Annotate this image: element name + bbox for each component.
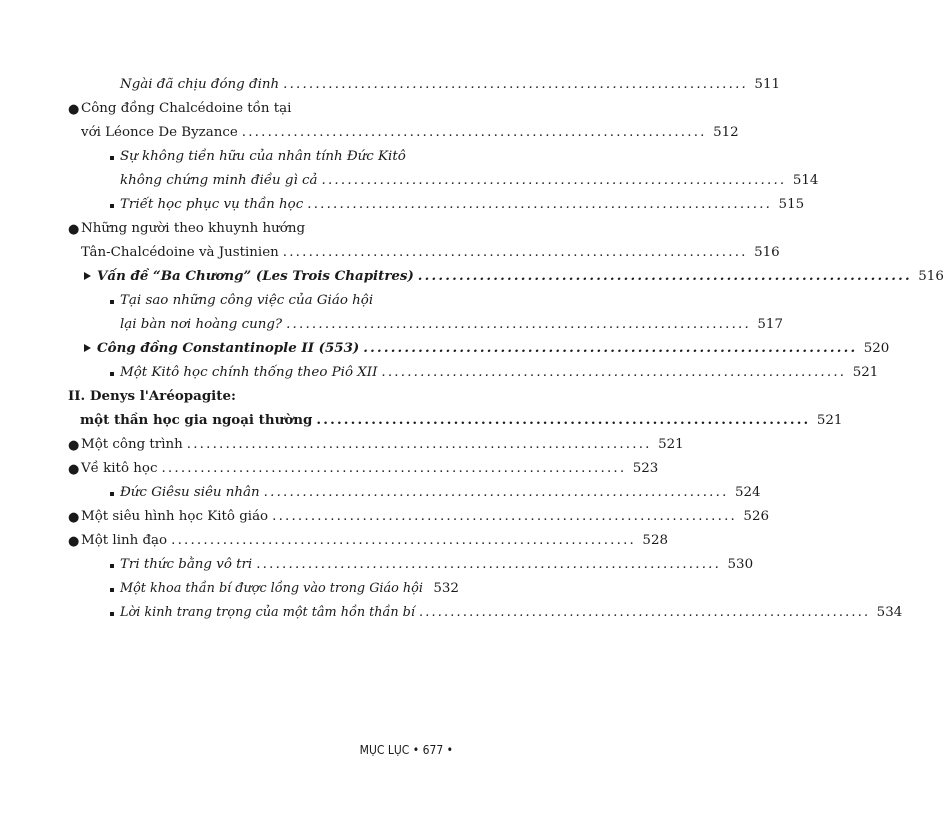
triangle-bullet-icon (84, 272, 91, 280)
footer-bullet: • (412, 743, 420, 757)
toc-entry-title: lại bàn nơi hoàng cung? (120, 317, 283, 332)
toc-entry-page: 534 (876, 605, 903, 620)
toc-entry-title: Một công trình (81, 437, 183, 452)
toc-entry[interactable] (81, 460, 659, 477)
toc-entry-title: Triết học phục vụ thần học (120, 197, 304, 212)
toc-entry-page: 514 (792, 173, 819, 188)
dot-leader: ........................................................................ (186, 437, 652, 452)
toc-entry-title: Một khoa thần bí được lồng vào trong Giáo hội (120, 581, 423, 596)
toc-entry[interactable] (120, 556, 754, 573)
toc-entry-page: 528 (642, 533, 668, 548)
square-bullet-icon (110, 156, 114, 160)
square-bullet-icon (110, 300, 114, 304)
toc-entry-title: Vấn đề “Ba Chương” (Les Trois Chapitres) (97, 268, 414, 284)
dot-leader: ........................................................................ (316, 412, 811, 428)
toc-entry[interactable] (120, 292, 455, 309)
toc-entry[interactable] (120, 580, 459, 597)
toc-entry[interactable] (81, 124, 739, 141)
dot-leader: ........................................................................ (363, 340, 858, 356)
page-footer (360, 742, 453, 758)
toc-entry-page: 521 (852, 365, 879, 380)
toc-entry-page: 512 (713, 125, 739, 140)
toc-entry[interactable] (120, 316, 783, 333)
dot-leader: ........................................................................ (161, 461, 627, 476)
toc-entry-title: Một Kitô học chính thống theo Piô XII (120, 365, 378, 380)
toc-entry[interactable] (120, 76, 780, 93)
triangle-bullet-icon (84, 344, 91, 352)
toc-entry-page: 515 (778, 197, 805, 212)
toc-entry-title: II. Denys l'Aréopagite: (68, 388, 236, 404)
toc-entry-page: 521 (816, 413, 843, 428)
toc-entry[interactable] (81, 244, 780, 261)
toc-entry[interactable] (81, 100, 455, 117)
toc-entry-page: 520 (863, 341, 890, 356)
toc-entry-page: 511 (754, 77, 780, 92)
square-bullet-icon (110, 204, 114, 208)
square-bullet-icon (110, 564, 114, 568)
toc-entry-title: Một linh đạo (81, 533, 168, 548)
footer-page-number: 677 (422, 743, 444, 757)
toc-entry-page: 521 (658, 437, 684, 452)
toc-entry[interactable] (120, 484, 761, 501)
toc-entry[interactable] (120, 604, 903, 621)
dot-leader: ........................................................................ (307, 197, 773, 212)
toc-entry-title: Tân-Chalcédoine và Justinien (81, 245, 279, 260)
dot-leader: ........................................................................ (256, 557, 722, 572)
toc-entry-title: Đức Giêsu siêu nhân (120, 485, 260, 500)
bullet-icon: ● (68, 102, 80, 117)
toc-entry-page: 532 (433, 581, 459, 596)
toc-entry-title: Tri thức bằng vô tri (120, 557, 253, 572)
toc-entry-page: 516 (918, 269, 944, 284)
toc-entry-title: Về kitô học (81, 461, 158, 476)
dot-leader: ........................................................................ (417, 268, 912, 284)
bullet-icon: ● (68, 438, 80, 453)
bullet-icon: ● (68, 534, 80, 549)
square-bullet-icon (110, 492, 114, 496)
toc-entry-title: Ngài đã chịu đóng đinh (120, 77, 280, 92)
toc-entry-title: Công đồng Constantinople II (553) (97, 340, 360, 356)
toc-entry[interactable] (120, 148, 455, 165)
dot-leader: ........................................................................ (381, 365, 847, 380)
toc-entry-title: Sự không tiền hữu của nhân tính Đức Kitô (120, 149, 406, 164)
toc-entry-page: 526 (743, 509, 769, 524)
toc-entry-title: một thần học gia ngoại thường (80, 412, 313, 428)
toc-entry-title: Lời kinh trang trọng của một tâm hồn thần bí (120, 605, 415, 620)
toc-entry[interactable] (81, 508, 769, 525)
toc-entry[interactable] (81, 220, 455, 237)
footer-label: MỤC LỤC (359, 743, 410, 757)
toc-entry[interactable] (81, 436, 684, 453)
toc-entry-page: 516 (754, 245, 780, 260)
toc-entry-title: Công đồng Chalcédoine tồn tại (81, 101, 292, 116)
square-bullet-icon (110, 588, 114, 592)
toc-entry-title: với Léonce De Byzance (81, 125, 238, 140)
toc-entry[interactable] (120, 196, 805, 213)
dot-leader: ........................................................................ (286, 317, 751, 332)
dot-leader: ........................................................................ (418, 605, 871, 620)
square-bullet-icon (110, 372, 114, 376)
toc-entry[interactable] (81, 532, 668, 549)
dot-leader: ........................................................................ (282, 245, 748, 260)
toc-entry[interactable] (120, 172, 819, 189)
toc-entry-title: Những người theo khuynh hướng (81, 221, 306, 236)
bullet-icon: ● (68, 462, 80, 477)
footer-bullet: • (446, 743, 453, 757)
dot-leader: ........................................................................ (171, 533, 636, 548)
dot-leader: ........................................................................ (283, 77, 748, 92)
toc-section-heading[interactable] (68, 388, 455, 405)
toc-entry-title: Một siêu hình học Kitô giáo (81, 509, 269, 524)
toc-entry-title: không chứng minh điều gì cả (120, 173, 318, 188)
toc-entry-page: 517 (757, 317, 783, 332)
square-bullet-icon (110, 612, 114, 616)
toc-entry-title: Tại sao những công việc của Giáo hội (120, 293, 374, 308)
toc-entry[interactable] (97, 340, 890, 357)
bullet-icon: ● (68, 222, 80, 237)
dot-leader: ........................................................................ (263, 485, 729, 500)
toc-entry-page: 523 (632, 461, 659, 476)
toc-entry-page: 524 (734, 485, 761, 500)
dot-leader: ........................................................................ (272, 509, 737, 524)
toc-entry[interactable] (120, 364, 879, 381)
toc-entry-page: 530 (727, 557, 754, 572)
bullet-icon: ● (68, 510, 80, 525)
toc-entry[interactable] (80, 412, 843, 429)
dot-leader: ........................................................................ (241, 125, 707, 140)
toc-entry[interactable] (97, 268, 944, 285)
dot-leader: ........................................................................ (321, 173, 787, 188)
